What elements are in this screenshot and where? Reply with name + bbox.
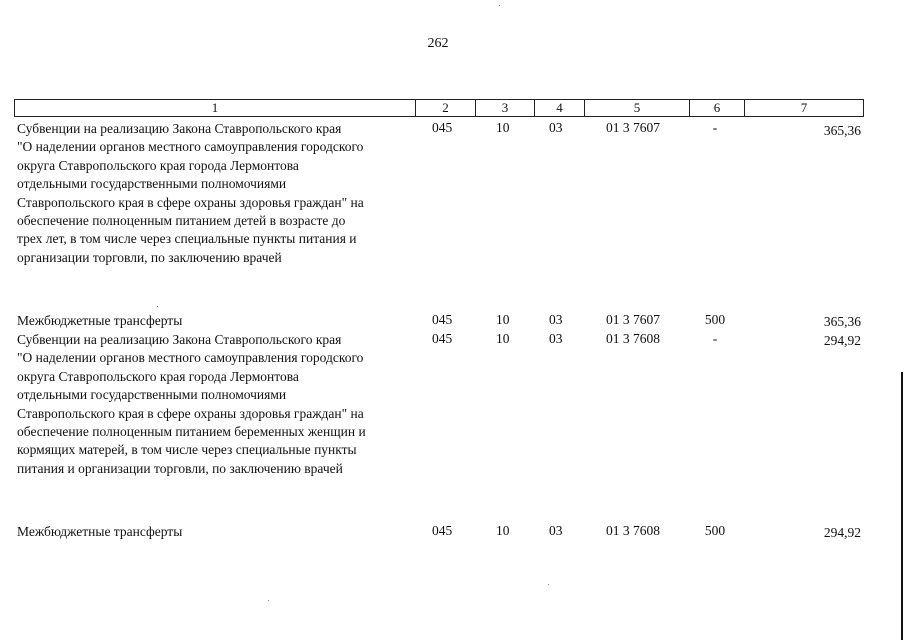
description-line: Ставропольского края в сфере охраны здоровья граждан" на <box>17 405 364 421</box>
cell-amount: 294,92 <box>823 525 861 540</box>
cell-section: 10 <box>496 312 510 327</box>
row-description <box>17 331 417 478</box>
column-header-1: 1 <box>15 100 416 116</box>
description-line: обеспечение полноценным питанием беременных женщин и <box>17 424 366 440</box>
cell-subsection: 03 <box>549 523 563 538</box>
description-line: Межбюджетные трансферты <box>17 524 183 539</box>
cell-ministry-code: 045 <box>432 523 453 538</box>
cell-ministry-code: 045 <box>432 120 453 135</box>
column-header-6: 6 <box>690 100 745 116</box>
description-line: Субвенции на реализацию Закона Ставропольского края <box>17 121 342 136</box>
description-line: Ставропольского края в сфере охраны здоровья граждан" на <box>17 194 364 210</box>
page-number: 262 <box>427 36 449 51</box>
cell-ministry-code: 045 <box>432 331 453 346</box>
row-description <box>17 523 417 541</box>
description-line: организации торговли, по заключению врачей <box>17 249 282 265</box>
column-header-2: 2 <box>416 100 476 116</box>
description-line: Субвенции на реализацию Закона Ставропольского края <box>17 332 342 347</box>
cell-section: 10 <box>496 331 510 346</box>
cell-subsection: 03 <box>549 312 563 327</box>
cell-expense-type: 500 <box>704 523 726 538</box>
cell-amount: 365,36 <box>823 314 861 329</box>
column-header-5: 5 <box>585 100 690 116</box>
cell-target-article: 01 3 7608 <box>606 331 660 346</box>
cell-target-article: 01 3 7607 <box>606 120 660 135</box>
cell-target-article: 01 3 7607 <box>606 312 660 327</box>
description-line: "О наделении органов местного самоуправления городского <box>17 350 364 366</box>
scan-speck <box>268 600 269 601</box>
description-line: округа Ставропольского края города Лермонтова <box>17 157 299 173</box>
description-line: отдельными государственными полномочиями <box>17 176 287 192</box>
cell-target-article: 01 3 7608 <box>606 523 660 538</box>
description-line: обеспечение полноценным питанием детей в возрасте до <box>17 213 346 229</box>
description-line: отдельными государственными полномочиями <box>17 387 287 403</box>
cell-ministry-code: 045 <box>432 312 453 327</box>
cell-expense-type: 500 <box>704 312 726 327</box>
cell-section: 10 <box>496 120 510 135</box>
cell-amount: 365,36 <box>823 123 861 138</box>
scan-speck <box>499 5 500 6</box>
cell-expense-type: - <box>712 331 718 346</box>
scan-edge-line <box>901 372 903 640</box>
description-line: питания и организации торговли, по заключению врачей <box>17 460 343 476</box>
cell-subsection: 03 <box>549 331 563 346</box>
scan-speck <box>157 306 158 307</box>
description-line: кормящих матерей, в том числе через специальные пункты <box>17 442 357 458</box>
description-line: "О наделении органов местного самоуправления городского <box>17 139 364 155</box>
row-description <box>17 312 417 330</box>
cell-subsection: 03 <box>549 120 563 135</box>
description-line: Межбюджетные трансферты <box>17 313 183 328</box>
column-header-row <box>14 99 864 117</box>
column-header-3: 3 <box>476 100 535 116</box>
scan-speck <box>548 584 549 585</box>
description-line: округа Ставропольского края города Лермонтова <box>17 368 299 384</box>
cell-amount: 294,92 <box>823 333 861 348</box>
cell-expense-type: - <box>712 120 718 135</box>
description-line: трех лет, в том числе через специальные пункты питания и <box>17 231 357 247</box>
cell-section: 10 <box>496 523 510 538</box>
row-description <box>17 120 417 267</box>
column-header-4: 4 <box>535 100 585 116</box>
column-header-7: 7 <box>800 100 808 115</box>
